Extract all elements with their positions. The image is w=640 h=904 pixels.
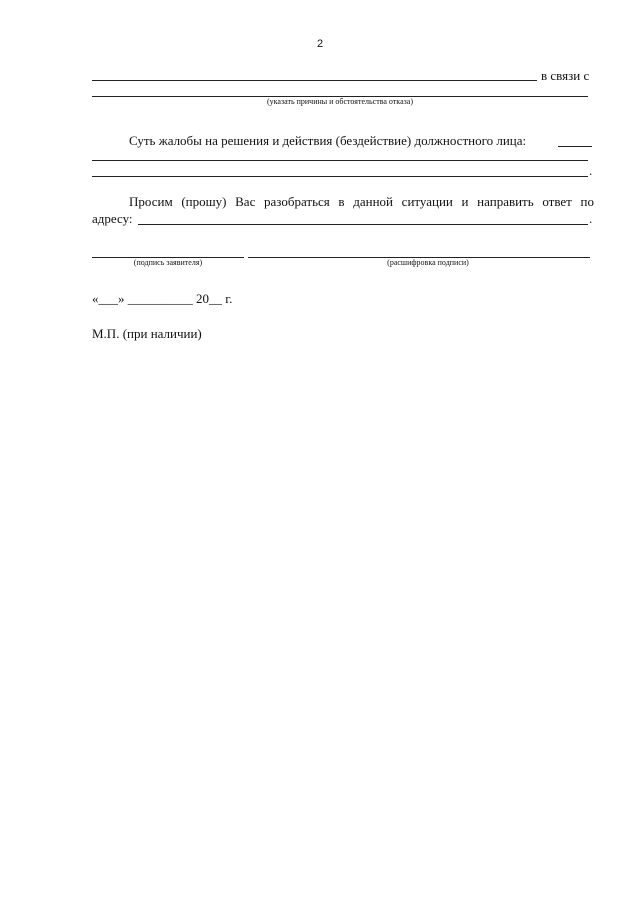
stamp-note: М.П. (при наличии) (92, 326, 202, 341)
applicant-signature-caption: (подпись заявителя) (133, 258, 203, 267)
request-text-line-1: Просим (прошу) Вас разобраться в данной ситуации и направить ответ по (129, 194, 594, 209)
complaint-line-3[interactable] (92, 176, 588, 177)
request-address-label: адресу: (92, 211, 133, 226)
request-address-line[interactable] (138, 224, 588, 225)
date-field[interactable]: «___» __________ 20__ г. (92, 291, 233, 306)
reason-caption: (указать причины и обстоятельства отказа) (266, 97, 413, 106)
complaint-line-1[interactable] (558, 146, 592, 147)
reason-tail-text: в связи с (541, 68, 590, 83)
page-number: 2 (316, 38, 324, 50)
signature-decoding-caption: (расшифровка подписи) (387, 258, 469, 267)
reason-line-1[interactable] (92, 80, 537, 81)
complaint-line-2[interactable] (92, 160, 588, 161)
complaint-period: . (589, 163, 593, 178)
request-period: . (589, 211, 593, 226)
complaint-text: Суть жалобы на решения и действия (бездействие) должностного лица: (129, 133, 527, 148)
